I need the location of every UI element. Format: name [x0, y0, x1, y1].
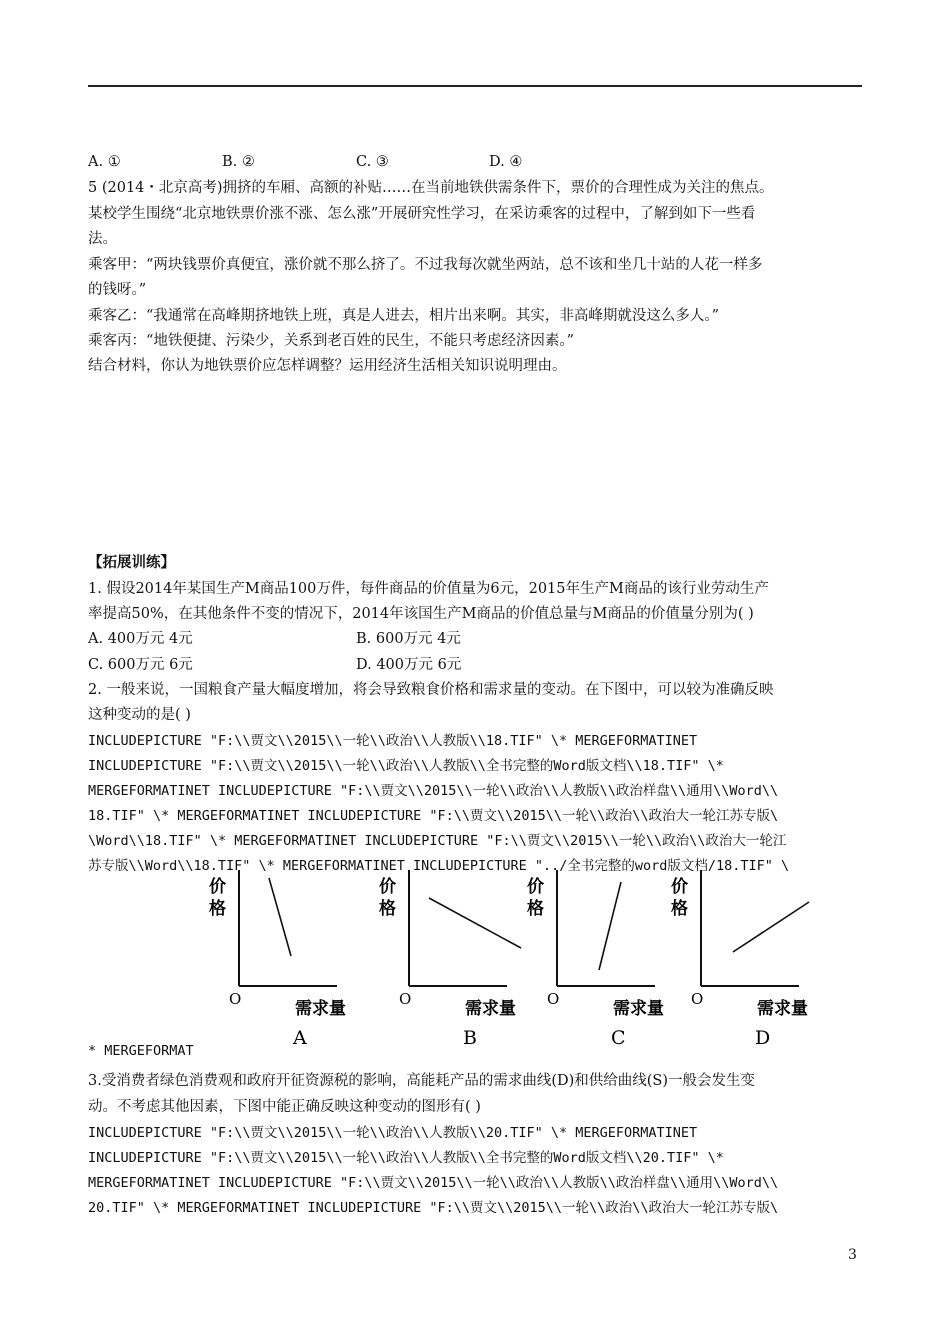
q5-passenger-yi: 乘客乙：“我通常在高峰期挤地铁上班，真是人进去，相片出来啊。其实，非高峰期就没这么多人。” — [88, 308, 720, 324]
field-code-line: INCLUDEPICTURE "F:\\贾文\\2015\\一轮\\政治\\人教版\\20.TIF" \* MERGEFORMATINET — [88, 1125, 698, 1141]
field-code-line: 18.TIF" \* MERGEFORMATINET INCLUDEPICTURE "F:\\贾文\\2015\\一轮\\政治\\政治大一轮江苏专版\ — [88, 808, 779, 824]
q4-option-c: C. ③ — [356, 154, 389, 170]
demand-curve — [733, 902, 809, 952]
field-code-line: 苏专版\\Word\\18.TIF" \* MERGEFORMATINET INCLUDEPICTURE "../全书完整的word版文档/18.TIF" \ — [88, 858, 790, 874]
e3-stem: 动。不考虑其他因素，下图中能正确反映这种变动的图形有( ) — [88, 1099, 481, 1115]
demand-curve — [429, 898, 521, 948]
header-rule — [88, 85, 862, 87]
panel-letter: D — [755, 1027, 771, 1049]
graph-panel-b — [379, 870, 521, 1049]
y-axis-label: 价 — [209, 877, 226, 897]
q5-passenger-jia: 的钱呀。” — [88, 282, 147, 298]
demand-graphs-figure — [195, 870, 835, 1050]
panel-letter: A — [293, 1027, 307, 1049]
x-axis-label: 需求量 — [757, 999, 808, 1019]
origin-label: O — [399, 990, 412, 1008]
demand-curve — [269, 878, 291, 956]
origin-label: O — [691, 990, 704, 1008]
e2-stem: 2. 一般来说，一国粮食产量大幅度增加，将会导致粮食价格和需求量的变动。在下图中，可以较为准确反映 — [88, 682, 774, 698]
y-axis-label: 格 — [527, 899, 544, 919]
y-axis-label: 格 — [379, 899, 396, 919]
page-number: 3 — [848, 1247, 857, 1263]
e2-stem: 这种变动的是( ) — [88, 707, 191, 723]
e1-stem: 率提高50%，在其他条件不变的情况下，2014年该国生产M商品的价值总量与M商品的价值量分别为( ) — [88, 606, 754, 622]
q5-passenger-jia: 乘客甲：“两块钱票价真便宜，涨价就不那么挤了。不过我每次就坐两站，总不该和坐几十站的人花一样多 — [88, 257, 763, 273]
graph-panel-d — [671, 870, 809, 1049]
q5-line: 5 (2014・北京高考)拥挤的车厢、高额的补贴……在当前地铁供需条件下，票价的合理性成为关注的焦点。 — [88, 180, 774, 196]
x-axis-label: 需求量 — [613, 999, 664, 1019]
e1-option-b: B. 600万元 4元 — [356, 631, 461, 647]
section-title: 【拓展训练】 — [88, 554, 175, 571]
q4-option-a: A. ① — [88, 154, 121, 170]
field-code-line: INCLUDEPICTURE "F:\\贾文\\2015\\一轮\\政治\\人教版\\全书完整的Word版文档\\20.TIF" \* — [88, 1150, 724, 1166]
y-axis-label: 格 — [209, 899, 226, 919]
origin-label: O — [229, 990, 242, 1008]
field-code-line: 20.TIF" \* MERGEFORMATINET INCLUDEPICTURE "F:\\贾文\\2015\\一轮\\政治\\政治大一轮江苏专版\ — [88, 1200, 779, 1216]
graph-panel-c — [527, 870, 664, 1049]
y-axis-label: 价 — [671, 877, 688, 897]
q5-passenger-bing: 乘客丙：“地铁便捷、污染少，关系到老百姓的民生，不能只考虑经济因素。” — [88, 333, 575, 349]
e3-stem: 3.受消费者绿色消费观和政府开征资源税的影响，高能耗产品的需求曲线(D)和供给曲线(S)一般会发生变 — [88, 1073, 756, 1089]
origin-label: O — [547, 990, 560, 1008]
q4-option-b: B. ② — [222, 154, 255, 170]
e1-option-d: D. 400万元 6元 — [356, 657, 462, 673]
graph-panel-a — [209, 870, 346, 1049]
y-axis-label: 价 — [379, 877, 396, 897]
field-code-line: \Word\\18.TIF" \* MERGEFORMATINET INCLUDEPICTURE "F:\\贾文\\2015\\一轮\\政治\\政治大一轮江 — [88, 833, 787, 849]
field-code-line: INCLUDEPICTURE "F:\\贾文\\2015\\一轮\\政治\\人教版\\18.TIF" \* MERGEFORMATINET — [88, 733, 698, 749]
field-code-tail: * MERGEFORMAT — [88, 1043, 194, 1059]
field-code-line: MERGEFORMATINET INCLUDEPICTURE "F:\\贾文\\2015\\一轮\\政治\\人教版\\政治样盘\\通用\\Word\\ — [88, 1175, 779, 1191]
x-axis-label: 需求量 — [465, 999, 516, 1019]
q5-line: 法。 — [88, 231, 117, 247]
panel-letter: B — [463, 1027, 477, 1049]
panel-letter: C — [611, 1027, 626, 1049]
q4-option-d: D. ④ — [489, 154, 523, 170]
e1-option-a: A. 400万元 4元 — [88, 631, 193, 647]
demand-curve — [599, 882, 621, 970]
q5-question: 结合材料，你认为地铁票价应怎样调整？运用经济生活相关知识说明理由。 — [88, 358, 567, 374]
y-axis-label: 格 — [671, 899, 688, 919]
field-code-line: MERGEFORMATINET INCLUDEPICTURE "F:\\贾文\\2015\\一轮\\政治\\人教版\\政治样盘\\通用\\Word\\ — [88, 783, 779, 799]
y-axis-label: 价 — [527, 877, 544, 897]
e1-option-c: C. 600万元 6元 — [88, 657, 193, 673]
field-code-line: INCLUDEPICTURE "F:\\贾文\\2015\\一轮\\政治\\人教版\\全书完整的Word版文档\\18.TIF" \* — [88, 758, 724, 774]
e1-stem: 1. 假设2014年某国生产M商品100万件，每件商品的价值量为6元，2015年生产M商品的该行业劳动生产 — [88, 581, 769, 597]
x-axis-label: 需求量 — [295, 999, 346, 1019]
q5-line: 某校学生围绕“北京地铁票价涨不涨、怎么涨”开展研究性学习，在采访乘客的过程中，了解到如下一些看 — [88, 206, 756, 222]
